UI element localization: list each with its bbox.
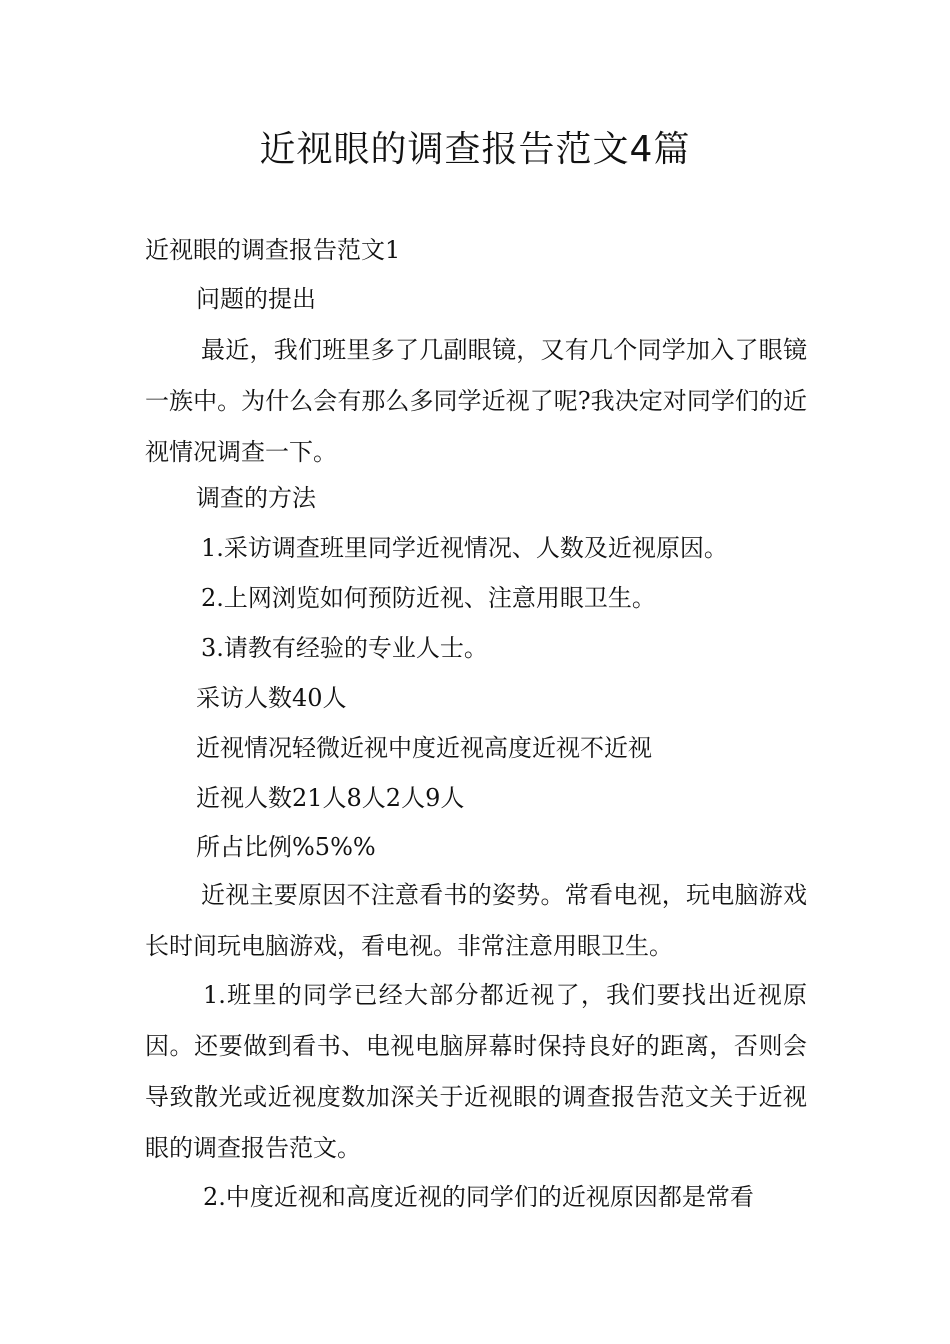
situation-row: 近视情况轻微近视中度近视高度近视不近视	[196, 734, 652, 762]
problem-heading: 问题的提出	[196, 285, 316, 313]
document-title: 近视眼的调查报告范文4篇	[259, 129, 691, 170]
method-heading: 调查的方法	[196, 484, 316, 512]
problem-paragraph: 最近，我们班里多了几副眼镜，又有几个同学加入了眼镜一族中。为什么会有那么多同学近视了呢?我决定对同学们的近视情况调查一下。	[145, 336, 807, 466]
count-row: 近视人数21人8人2人9人	[196, 784, 465, 812]
interview-count: 采访人数40人	[196, 684, 347, 712]
ratio-row: 所占比例%5%%	[196, 833, 376, 861]
method-item: 1.采访调查班里同学近视情况、人数及近视原因。	[201, 534, 728, 562]
reason-paragraph: 近视主要原因不注意看书的姿势。常看电视，玩电脑游戏长时间玩电脑游戏，看电视。非常注意用眼卫生。	[145, 881, 807, 960]
method-item: 3.请教有经验的专业人士。	[201, 634, 488, 662]
section-heading: 近视眼的调查报告范文1	[145, 236, 401, 264]
method-item: 2.上网浏览如何预防近视、注意用眼卫生。	[201, 584, 656, 612]
conclusion-paragraph-2: 2.中度近视和高度近视的同学们的近视原因都是常看	[203, 1183, 754, 1211]
conclusion-paragraph-1: 1.班里的同学已经大部分都近视了，我们要找出近视原因。还要做到看书、电视电脑屏幕时保持良好的距离，否则会导致散光或近视度数加深关于近视眼的调查报告范文关于近视眼的调查报告范文。	[145, 981, 807, 1162]
